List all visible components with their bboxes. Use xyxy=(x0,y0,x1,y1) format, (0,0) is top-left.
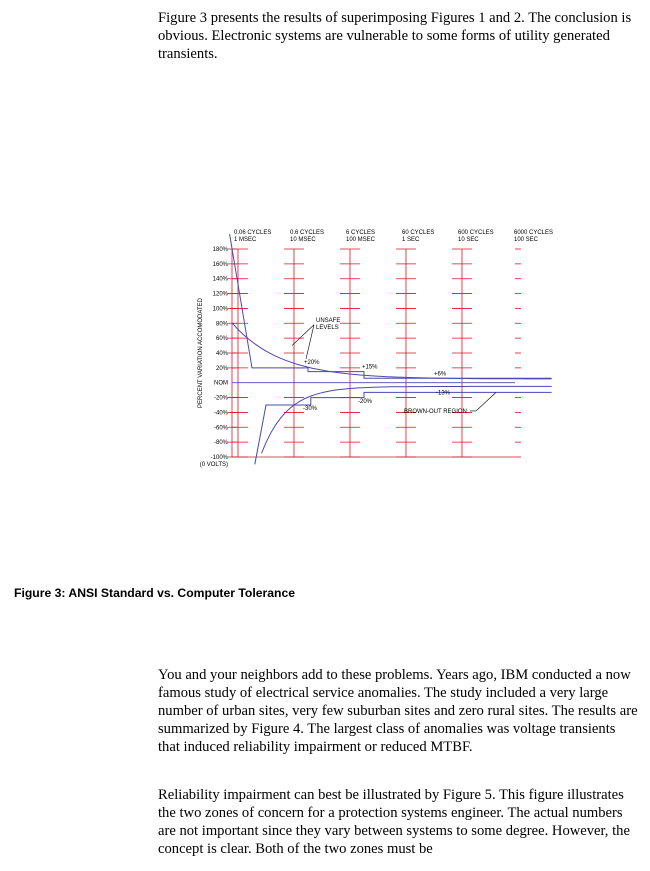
x-tick-label: 6000 CYCLES xyxy=(514,230,554,236)
upper-tolerance-curve xyxy=(232,323,551,379)
x-tick-label: 100 SEC xyxy=(514,237,539,243)
y-tick-label: 120% xyxy=(212,291,228,298)
unsafe-label: LEVELS xyxy=(316,325,339,332)
series-lower-steps xyxy=(255,392,552,464)
brownout-leader xyxy=(470,392,496,411)
y-tick-label: 100% xyxy=(212,306,228,313)
y-tick-label: 40% xyxy=(215,351,228,357)
y-tick-label: -20% xyxy=(213,395,228,402)
y-tick-label: (0 VOLTS) xyxy=(199,462,228,468)
limit-label: -13% xyxy=(436,390,451,397)
y-tick-label: 160% xyxy=(212,261,228,268)
limit-label: +20% xyxy=(304,360,320,367)
unsafe-label: UNSAFE xyxy=(316,317,341,324)
y-axis-title: PERCENT VARIATION ACCOMODATED xyxy=(198,298,204,408)
lower-tolerance-curve xyxy=(262,386,552,453)
y-tick-label: 140% xyxy=(212,276,228,283)
x-tick-label: 6 CYCLES xyxy=(346,230,376,236)
x-tick-label: 600 CYCLES xyxy=(458,230,494,236)
x-tick-label: 1 MSEC xyxy=(234,237,257,243)
y-tick-label: -80% xyxy=(213,440,228,447)
y-tick-label: NOM xyxy=(214,380,228,387)
y-tick-label: 180% xyxy=(212,247,228,253)
x-tick-label: 10 SEC xyxy=(458,237,479,243)
figure-caption: Figure 3: ANSI Standard vs. Computer Tolerance xyxy=(14,586,296,600)
y-tick-label: 80% xyxy=(215,321,228,328)
paragraph-reliability: Reliability impairment can best be illustrated by Figure 5. This figure illustrates the two zones of concern for a protection systems engineer. The actual numbers are not important since they vary between systems to some degree. However, the concept is clear. Both of the two zones must be xyxy=(158,787,630,857)
limit-label: +15% xyxy=(362,364,378,371)
y-tick-label: 60% xyxy=(215,336,228,343)
y-tick-label: -100% xyxy=(210,455,228,461)
x-tick-label: 0.06 CYCLES xyxy=(234,230,272,236)
y-tick-label: -40% xyxy=(213,410,228,417)
limit-label: +6% xyxy=(434,371,447,378)
y-tick-label: -60% xyxy=(213,425,228,432)
unsafe-leader xyxy=(306,325,314,359)
limit-label: -30% xyxy=(303,406,318,413)
limit-label: -20% xyxy=(358,398,373,405)
x-tick-label: 0.6 CYCLES xyxy=(290,230,325,236)
x-tick-label: 1 SEC xyxy=(402,237,420,243)
unsafe-leader xyxy=(292,325,314,346)
ansi-tolerance-chart xyxy=(190,222,554,472)
x-tick-label: 60 CYCLES xyxy=(402,230,435,236)
x-tick-label: 100 MSEC xyxy=(346,237,376,243)
paragraph-intro: Figure 3 presents the results of superimposing Figures 1 and 2. The conclusion is obvious. Electronic systems are vulnerable to some forms of utility generated transients. xyxy=(158,10,632,62)
y-tick-label: 20% xyxy=(215,365,228,372)
x-tick-label: 10 MSEC xyxy=(290,237,316,243)
paragraph-ibm-study: You and your neighbors add to these problems. Years ago, IBM conducted a now famous study of electrical service anomalies. The study included a very large number of urban sites, very few suburban sites and zero rural sites. The results are summarized by Figure 4. The largest class of anomalies was voltage transients that induced reliability impairment or reduced MTBF. xyxy=(158,667,638,755)
brownout-label: BROWN-OUT REGION xyxy=(404,409,467,416)
